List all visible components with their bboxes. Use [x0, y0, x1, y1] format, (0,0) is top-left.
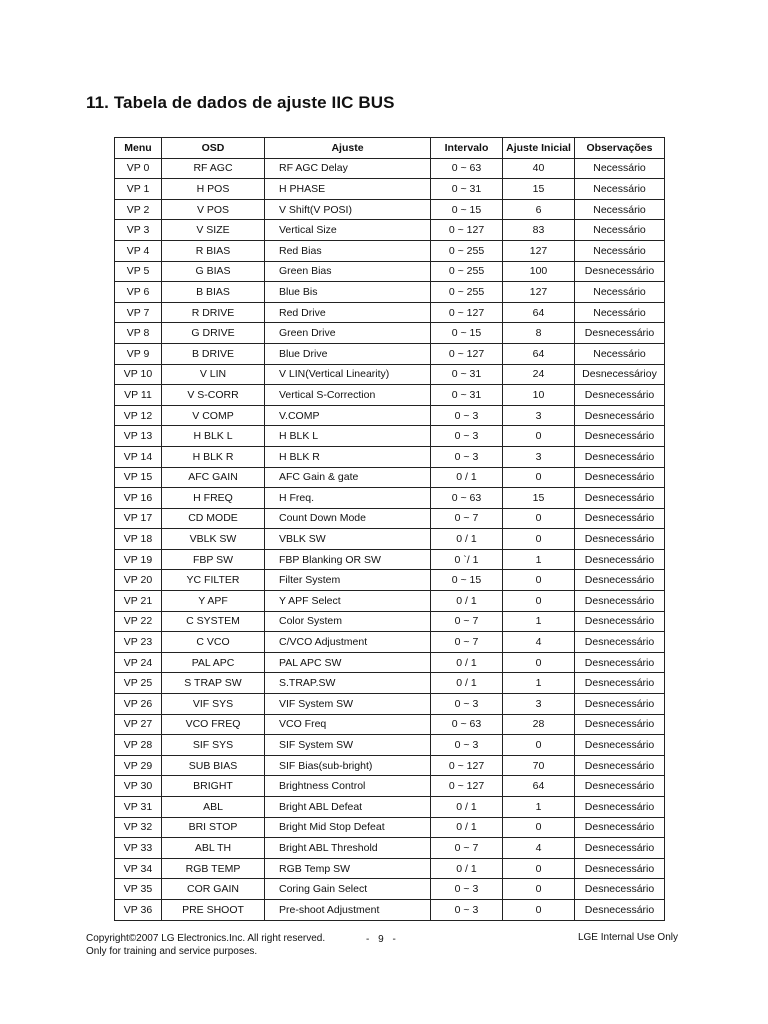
osd-cell: H BLK L [162, 426, 265, 447]
table-row [115, 755, 665, 776]
osd-cell: BRIGHT [162, 776, 265, 797]
menu-cell: VP 6 [115, 282, 162, 303]
intervalo-cell: 0 ~ 31 [431, 364, 503, 385]
osd-cell: V LIN [162, 364, 265, 385]
osd-cell: G DRIVE [162, 323, 265, 344]
observacoes-cell: Desnecessário [575, 261, 665, 282]
observacoes-cell: Desnecessário [575, 508, 665, 529]
intervalo-cell: 0 ~ 3 [431, 879, 503, 900]
ajuste-cell: C/VCO Adjustment [265, 632, 431, 653]
ajuste-cell: Bright ABL Threshold [265, 838, 431, 859]
osd-cell: V POS [162, 199, 265, 220]
intervalo-cell: 0 / 1 [431, 797, 503, 818]
table-body [115, 158, 665, 920]
observacoes-cell: Necessário [575, 158, 665, 179]
intervalo-cell: 0 / 1 [431, 591, 503, 612]
menu-cell: VP 31 [115, 797, 162, 818]
table-row [115, 405, 665, 426]
intervalo-cell: 0 ~ 127 [431, 220, 503, 241]
ajuste-cell: Brightness Control [265, 776, 431, 797]
menu-cell: VP 9 [115, 343, 162, 364]
osd-cell: RGB TEMP [162, 858, 265, 879]
menu-cell: VP 34 [115, 858, 162, 879]
osd-cell: VCO FREQ [162, 714, 265, 735]
ajuste-inicial-cell: 3 [503, 405, 575, 426]
observacoes-cell: Necessário [575, 302, 665, 323]
ajuste-cell: SIF Bias(sub-bright) [265, 755, 431, 776]
ajuste-cell: Blue Drive [265, 343, 431, 364]
table-row [115, 385, 665, 406]
intervalo-cell: 0 `/ 1 [431, 549, 503, 570]
table-row [115, 797, 665, 818]
menu-cell: VP 1 [115, 179, 162, 200]
table-row [115, 508, 665, 529]
ajuste-inicial-cell: 127 [503, 282, 575, 303]
ajuste-inicial-cell: 127 [503, 240, 575, 261]
ajuste-cell: PAL APC SW [265, 652, 431, 673]
footer-copyright-block [86, 932, 325, 958]
observacoes-cell: Necessário [575, 343, 665, 364]
header-menu: Menu [115, 138, 162, 159]
menu-cell: VP 7 [115, 302, 162, 323]
table-row [115, 343, 665, 364]
menu-cell: VP 8 [115, 323, 162, 344]
intervalo-cell: 0 ~ 255 [431, 240, 503, 261]
ajuste-inicial-cell: 100 [503, 261, 575, 282]
menu-cell: VP 22 [115, 611, 162, 632]
adjustment-table [114, 137, 665, 921]
intervalo-cell: 0 ~ 3 [431, 694, 503, 715]
intervalo-cell: 0 ~ 15 [431, 323, 503, 344]
menu-cell: VP 15 [115, 467, 162, 488]
table-row [115, 570, 665, 591]
ajuste-inicial-cell: 70 [503, 755, 575, 776]
observacoes-cell: Desnecessário [575, 817, 665, 838]
ajuste-cell: SIF System SW [265, 735, 431, 756]
ajuste-inicial-cell: 0 [503, 899, 575, 920]
intervalo-cell: 0 ~ 127 [431, 302, 503, 323]
table-row [115, 282, 665, 303]
ajuste-cell: H Freq. [265, 488, 431, 509]
osd-cell: FBP SW [162, 549, 265, 570]
osd-cell: VBLK SW [162, 529, 265, 550]
ajuste-cell: VBLK SW [265, 529, 431, 550]
osd-cell: R DRIVE [162, 302, 265, 323]
intervalo-cell: 0 / 1 [431, 673, 503, 694]
ajuste-cell: H BLK R [265, 446, 431, 467]
osd-cell: C VCO [162, 632, 265, 653]
ajuste-cell: Count Down Mode [265, 508, 431, 529]
intervalo-cell: 0 ~ 3 [431, 735, 503, 756]
ajuste-inicial-cell: 1 [503, 797, 575, 818]
observacoes-cell: Desnecessário [575, 405, 665, 426]
osd-cell: C SYSTEM [162, 611, 265, 632]
ajuste-cell: Color System [265, 611, 431, 632]
table-row [115, 426, 665, 447]
table-row [115, 591, 665, 612]
ajuste-inicial-cell: 0 [503, 529, 575, 550]
table-row [115, 240, 665, 261]
observacoes-cell: Desnecessárioy [575, 364, 665, 385]
intervalo-cell: 0 ~ 7 [431, 508, 503, 529]
observacoes-cell: Desnecessário [575, 467, 665, 488]
table-row [115, 858, 665, 879]
observacoes-cell: Necessário [575, 282, 665, 303]
observacoes-cell: Desnecessário [575, 673, 665, 694]
menu-cell: VP 26 [115, 694, 162, 715]
table-header-row [115, 138, 665, 159]
observacoes-cell: Desnecessário [575, 549, 665, 570]
observacoes-cell: Desnecessário [575, 838, 665, 859]
table-row [115, 179, 665, 200]
ajuste-cell: H BLK L [265, 426, 431, 447]
intervalo-cell: 0 ~ 31 [431, 385, 503, 406]
table-row [115, 488, 665, 509]
ajuste-cell: Bright Mid Stop Defeat [265, 817, 431, 838]
intervalo-cell: 0 ~ 15 [431, 199, 503, 220]
intervalo-cell: 0 ~ 3 [431, 446, 503, 467]
observacoes-cell: Desnecessário [575, 611, 665, 632]
ajuste-cell: Blue Bis [265, 282, 431, 303]
observacoes-cell: Desnecessário [575, 714, 665, 735]
observacoes-cell: Desnecessário [575, 323, 665, 344]
ajuste-inicial-cell: 0 [503, 735, 575, 756]
ajuste-cell: Coring Gain Select [265, 879, 431, 900]
menu-cell: VP 13 [115, 426, 162, 447]
menu-cell: VP 24 [115, 652, 162, 673]
observacoes-cell: Desnecessário [575, 570, 665, 591]
osd-cell: G BIAS [162, 261, 265, 282]
menu-cell: VP 0 [115, 158, 162, 179]
observacoes-cell: Necessário [575, 179, 665, 200]
observacoes-cell: Desnecessário [575, 632, 665, 653]
menu-cell: VP 11 [115, 385, 162, 406]
menu-cell: VP 3 [115, 220, 162, 241]
table-row [115, 611, 665, 632]
table-row [115, 467, 665, 488]
menu-cell: VP 21 [115, 591, 162, 612]
osd-cell: AFC GAIN [162, 467, 265, 488]
osd-cell: B DRIVE [162, 343, 265, 364]
table-row [115, 323, 665, 344]
menu-cell: VP 30 [115, 776, 162, 797]
menu-cell: VP 5 [115, 261, 162, 282]
ajuste-inicial-cell: 0 [503, 467, 575, 488]
footer-internal-note: LGE Internal Use Only [577, 932, 678, 943]
ajuste-inicial-cell: 4 [503, 838, 575, 859]
menu-cell: VP 19 [115, 549, 162, 570]
table-row [115, 302, 665, 323]
observacoes-cell: Desnecessário [575, 755, 665, 776]
table-row [115, 549, 665, 570]
table-row [115, 446, 665, 467]
ajuste-cell: AFC Gain & gate [265, 467, 431, 488]
intervalo-cell: 0 / 1 [431, 652, 503, 673]
ajuste-inicial-cell: 64 [503, 343, 575, 364]
intervalo-cell: 0 ~ 7 [431, 611, 503, 632]
menu-cell: VP 28 [115, 735, 162, 756]
menu-cell: VP 29 [115, 755, 162, 776]
intervalo-cell: 0 ~ 127 [431, 343, 503, 364]
page-number: - 9 - [366, 934, 399, 945]
ajuste-inicial-cell: 0 [503, 858, 575, 879]
ajuste-inicial-cell: 8 [503, 323, 575, 344]
ajuste-cell: V.COMP [265, 405, 431, 426]
observacoes-cell: Desnecessário [575, 797, 665, 818]
observacoes-cell: Desnecessário [575, 426, 665, 447]
page-title: 11. Tabela de dados de ajuste IIC BUS [86, 93, 395, 112]
menu-cell: VP 27 [115, 714, 162, 735]
header-ajuste: Ajuste [265, 138, 431, 159]
ajuste-cell: Vertical S-Correction [265, 385, 431, 406]
header-ajuste-inicial: Ajuste Inicial [503, 138, 575, 159]
menu-cell: VP 4 [115, 240, 162, 261]
ajuste-inicial-cell: 0 [503, 652, 575, 673]
footer-training-note: Only for training and service purposes. [86, 946, 258, 957]
ajuste-cell: VCO Freq [265, 714, 431, 735]
table-row [115, 199, 665, 220]
ajuste-inicial-cell: 3 [503, 446, 575, 467]
observacoes-cell: Necessário [575, 199, 665, 220]
table-row [115, 899, 665, 920]
ajuste-cell: Y APF Select [265, 591, 431, 612]
intervalo-cell: 0 ~ 255 [431, 282, 503, 303]
ajuste-cell: Pre-shoot Adjustment [265, 899, 431, 920]
header-observacoes: Observações [575, 138, 665, 159]
ajuste-cell: RGB Temp SW [265, 858, 431, 879]
table-row [115, 817, 665, 838]
observacoes-cell: Desnecessário [575, 446, 665, 467]
osd-cell: S TRAP SW [162, 673, 265, 694]
menu-cell: VP 23 [115, 632, 162, 653]
ajuste-cell: S.TRAP.SW [265, 673, 431, 694]
ajuste-inicial-cell: 15 [503, 179, 575, 200]
observacoes-cell: Desnecessário [575, 694, 665, 715]
intervalo-cell: 0 ~ 7 [431, 838, 503, 859]
osd-cell: R BIAS [162, 240, 265, 261]
osd-cell: SIF SYS [162, 735, 265, 756]
osd-cell: ABL [162, 797, 265, 818]
ajuste-cell: V LIN(Vertical Linearity) [265, 364, 431, 385]
ajuste-inicial-cell: 3 [503, 694, 575, 715]
ajuste-cell: Green Bias [265, 261, 431, 282]
menu-cell: VP 17 [115, 508, 162, 529]
table-row [115, 220, 665, 241]
observacoes-cell: Desnecessário [575, 652, 665, 673]
intervalo-cell: 0 ~ 127 [431, 755, 503, 776]
table-row [115, 632, 665, 653]
ajuste-inicial-cell: 0 [503, 570, 575, 591]
intervalo-cell: 0 ~ 127 [431, 776, 503, 797]
table-row [115, 714, 665, 735]
osd-cell: RF AGC [162, 158, 265, 179]
ajuste-cell: V Shift(V POSI) [265, 199, 431, 220]
observacoes-cell: Desnecessário [575, 591, 665, 612]
menu-cell: VP 14 [115, 446, 162, 467]
table-row [115, 879, 665, 900]
osd-cell: Y APF [162, 591, 265, 612]
intervalo-cell: 0 ~ 3 [431, 899, 503, 920]
menu-cell: VP 12 [115, 405, 162, 426]
ajuste-cell: H PHASE [265, 179, 431, 200]
intervalo-cell: 0 ~ 63 [431, 714, 503, 735]
osd-cell: B BIAS [162, 282, 265, 303]
ajuste-inicial-cell: 10 [503, 385, 575, 406]
intervalo-cell: 0 ~ 255 [431, 261, 503, 282]
table-row [115, 735, 665, 756]
intervalo-cell: 0 / 1 [431, 817, 503, 838]
observacoes-cell: Desnecessário [575, 385, 665, 406]
osd-cell: V S-CORR [162, 385, 265, 406]
ajuste-inicial-cell: 0 [503, 426, 575, 447]
ajuste-inicial-cell: 1 [503, 673, 575, 694]
ajuste-cell: RF AGC Delay [265, 158, 431, 179]
observacoes-cell: Necessário [575, 240, 665, 261]
ajuste-inicial-cell: 0 [503, 591, 575, 612]
observacoes-cell: Desnecessário [575, 858, 665, 879]
ajuste-inicial-cell: 15 [503, 488, 575, 509]
ajuste-inicial-cell: 0 [503, 508, 575, 529]
ajuste-cell: VIF System SW [265, 694, 431, 715]
ajuste-cell: Green Drive [265, 323, 431, 344]
table-row [115, 364, 665, 385]
intervalo-cell: 0 ~ 31 [431, 179, 503, 200]
osd-cell: COR GAIN [162, 879, 265, 900]
osd-cell: H POS [162, 179, 265, 200]
menu-cell: VP 2 [115, 199, 162, 220]
osd-cell: V COMP [162, 405, 265, 426]
table-row [115, 652, 665, 673]
observacoes-cell: Desnecessário [575, 735, 665, 756]
ajuste-inicial-cell: 83 [503, 220, 575, 241]
osd-cell: H BLK R [162, 446, 265, 467]
header-osd: OSD [162, 138, 265, 159]
table-row [115, 673, 665, 694]
osd-cell: SUB BIAS [162, 755, 265, 776]
menu-cell: VP 10 [115, 364, 162, 385]
osd-cell: ABL TH [162, 838, 265, 859]
osd-cell: V SIZE [162, 220, 265, 241]
ajuste-cell: Vertical Size [265, 220, 431, 241]
intervalo-cell: 0 ~ 15 [431, 570, 503, 591]
osd-cell: PRE SHOOT [162, 899, 265, 920]
ajuste-inicial-cell: 1 [503, 549, 575, 570]
observacoes-cell: Desnecessário [575, 529, 665, 550]
ajuste-cell: FBP Blanking OR SW [265, 549, 431, 570]
table-row [115, 776, 665, 797]
ajuste-cell: Filter System [265, 570, 431, 591]
ajuste-inicial-cell: 28 [503, 714, 575, 735]
osd-cell: PAL APC [162, 652, 265, 673]
osd-cell: CD MODE [162, 508, 265, 529]
menu-cell: VP 33 [115, 838, 162, 859]
menu-cell: VP 16 [115, 488, 162, 509]
observacoes-cell: Desnecessário [575, 488, 665, 509]
intervalo-cell: 0 ~ 3 [431, 426, 503, 447]
osd-cell: YC FILTER [162, 570, 265, 591]
ajuste-cell: Red Drive [265, 302, 431, 323]
observacoes-cell: Desnecessário [575, 899, 665, 920]
menu-cell: VP 36 [115, 899, 162, 920]
intervalo-cell: 0 / 1 [431, 529, 503, 550]
table-row [115, 261, 665, 282]
intervalo-cell: 0 / 1 [431, 467, 503, 488]
ajuste-cell: Bright ABL Defeat [265, 797, 431, 818]
ajuste-inicial-cell: 0 [503, 817, 575, 838]
ajuste-inicial-cell: 0 [503, 879, 575, 900]
observacoes-cell: Necessário [575, 220, 665, 241]
footer-copyright: Copyright©2007 LG Electronics.Inc. All right reserved. [86, 933, 326, 944]
ajuste-inicial-cell: 1 [503, 611, 575, 632]
osd-cell: H FREQ [162, 488, 265, 509]
table-row [115, 158, 665, 179]
intervalo-cell: 0 ~ 7 [431, 632, 503, 653]
menu-cell: VP 35 [115, 879, 162, 900]
menu-cell: VP 32 [115, 817, 162, 838]
osd-cell: BRI STOP [162, 817, 265, 838]
ajuste-inicial-cell: 6 [503, 199, 575, 220]
header-intervalo: Intervalo [431, 138, 503, 159]
menu-cell: VP 25 [115, 673, 162, 694]
menu-cell: VP 20 [115, 570, 162, 591]
ajuste-inicial-cell: 24 [503, 364, 575, 385]
table-row [115, 529, 665, 550]
observacoes-cell: Desnecessário [575, 879, 665, 900]
intervalo-cell: 0 / 1 [431, 858, 503, 879]
intervalo-cell: 0 ~ 63 [431, 158, 503, 179]
ajuste-inicial-cell: 40 [503, 158, 575, 179]
osd-cell: VIF SYS [162, 694, 265, 715]
table-row [115, 694, 665, 715]
intervalo-cell: 0 ~ 3 [431, 405, 503, 426]
ajuste-inicial-cell: 64 [503, 776, 575, 797]
ajuste-inicial-cell: 4 [503, 632, 575, 653]
observacoes-cell: Desnecessário [575, 776, 665, 797]
table-row [115, 838, 665, 859]
ajuste-cell: Red Bias [265, 240, 431, 261]
intervalo-cell: 0 ~ 63 [431, 488, 503, 509]
ajuste-inicial-cell: 64 [503, 302, 575, 323]
menu-cell: VP 18 [115, 529, 162, 550]
